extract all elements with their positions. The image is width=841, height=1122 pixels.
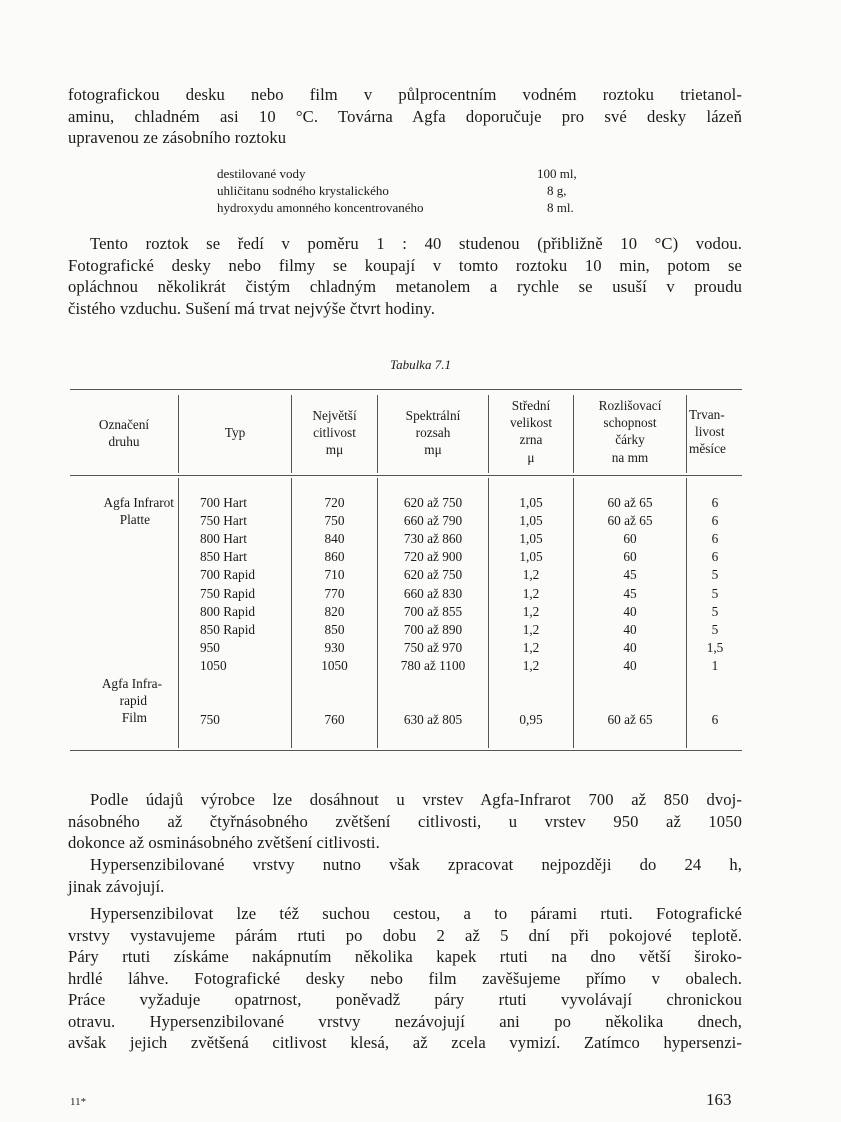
header-line: Střední bbox=[511, 398, 551, 413]
group-label-line: rapid bbox=[119, 693, 147, 709]
row-max-sensitivity: 770 bbox=[324, 585, 345, 601]
recipe-item bbox=[217, 199, 597, 216]
row-spectral-range: 720 až 900 bbox=[403, 549, 463, 565]
intro-paragraph bbox=[68, 84, 742, 149]
row-grain-size: 1,05 bbox=[519, 531, 543, 547]
row-resolution: 45 bbox=[623, 567, 637, 583]
recipe-amount: 8 g, bbox=[547, 183, 567, 198]
row-resolution: 60 bbox=[623, 531, 637, 547]
column-header-designation bbox=[70, 416, 178, 450]
row-spectral-range: 620 až 750 bbox=[403, 495, 463, 510]
row-max-sensitivity: 720 bbox=[324, 495, 345, 510]
row-spectral-range: 750 až 970 bbox=[403, 639, 463, 655]
header-line: zrna bbox=[519, 432, 543, 448]
row-max-sensitivity: 930 bbox=[324, 639, 345, 655]
recipe-ingredient: uhličitanu sodného krystalického bbox=[217, 183, 389, 198]
group-label-line: Agfa Infrarot bbox=[103, 495, 174, 510]
row-grain-size: 1,2 bbox=[522, 603, 540, 619]
row-max-sensitivity: 820 bbox=[324, 603, 345, 619]
row-grain-size: 0,95 bbox=[519, 712, 543, 727]
row-resolution: 60 bbox=[623, 549, 637, 565]
row-durability: 5 bbox=[711, 567, 719, 583]
header-line: Typ bbox=[224, 425, 246, 440]
group-label-line: Agfa Infra- bbox=[101, 676, 162, 691]
row-max-sensitivity: 750 bbox=[324, 513, 345, 529]
row-max-sensitivity: 760 bbox=[324, 712, 345, 727]
row-type: 700 Hart bbox=[200, 495, 247, 510]
header-line: měsíce bbox=[689, 441, 726, 457]
header-line: čárky bbox=[615, 432, 645, 448]
text-line: jinak závojují. bbox=[68, 876, 165, 896]
header-line: livost bbox=[695, 424, 725, 440]
column-header-durability bbox=[687, 406, 745, 458]
text-line: Tento roztok se ředí v poměru 1 : 40 studenou (přibližně 10 °C) vodou. bbox=[90, 234, 742, 253]
header-line: schopnost bbox=[603, 415, 657, 431]
recipe-ingredient: hydroxydu amonného koncentrovaného bbox=[217, 200, 424, 215]
header-line: na mm bbox=[611, 449, 649, 465]
header-line: Trvan- bbox=[689, 407, 725, 422]
row-type: 750 bbox=[200, 712, 220, 727]
text-line: Fotografické desky nebo filmy se koupají v tomto roztoku 10 min, potom se bbox=[68, 255, 742, 275]
row-grain-size: 1,05 bbox=[519, 513, 543, 529]
header-line: Označení bbox=[98, 417, 150, 432]
table-caption: Tabulka 7.1 bbox=[390, 357, 451, 372]
header-line: μ bbox=[527, 449, 535, 465]
row-durability: 6 bbox=[711, 513, 719, 529]
text-line: Páry rtuti získáme nakápnutím několika kapek rtuti na dno větší široko- bbox=[68, 947, 742, 966]
row-durability: 6 bbox=[711, 712, 719, 727]
header-line: rozsah bbox=[415, 425, 451, 441]
row-resolution: 60 až 65 bbox=[607, 712, 653, 727]
row-type: 700 Rapid bbox=[200, 567, 256, 583]
row-resolution: 40 bbox=[623, 603, 637, 619]
recipe-list bbox=[217, 165, 597, 216]
recipe-item bbox=[217, 182, 597, 199]
row-durability: 5 bbox=[711, 585, 719, 601]
row-type: 800 Hart bbox=[200, 531, 247, 547]
row-grain-size: 1,05 bbox=[519, 549, 543, 565]
row-resolution: 40 bbox=[623, 639, 637, 655]
row-resolution: 60 až 65 bbox=[607, 495, 653, 510]
text-line: násobného až čtyřnásobného zvětšení citlivosti, u vrstev 950 až 1050 bbox=[68, 811, 742, 831]
row-type: 850 Hart bbox=[200, 549, 247, 565]
row-durability: 6 bbox=[711, 531, 719, 547]
row-grain-size: 1,2 bbox=[522, 621, 540, 637]
text-line: Práce vyžaduje opatrnost, poněvadž páry rtuti vyvolávají chronickou bbox=[68, 990, 742, 1009]
row-spectral-range: 630 až 805 bbox=[403, 712, 463, 727]
mercury-vapor-paragraph bbox=[68, 903, 742, 1054]
row-spectral-range: 660 až 830 bbox=[403, 585, 463, 601]
row-type: 750 Hart bbox=[200, 513, 247, 529]
row-durability: 1 bbox=[711, 657, 719, 673]
header-line: druhu bbox=[108, 434, 140, 450]
table-bottom-rule bbox=[70, 750, 742, 751]
header-line: citlivost bbox=[313, 425, 356, 441]
text-line: otravu. Hypersenzibilované vrstvy nezávojují ani po několika dnech, bbox=[68, 1011, 742, 1031]
row-max-sensitivity: 710 bbox=[324, 567, 345, 583]
table-header-rule bbox=[70, 475, 742, 476]
text-line: opláchnou několikrát čistým chladným metanolem a rychle se usuší v proudu bbox=[68, 277, 742, 296]
row-max-sensitivity: 850 bbox=[324, 621, 345, 637]
header-line: Rozlišovací bbox=[598, 398, 662, 413]
recipe-item bbox=[217, 165, 597, 182]
row-durability: 5 bbox=[711, 621, 719, 637]
column-header-type bbox=[179, 424, 291, 441]
sensitivity-paragraph bbox=[68, 789, 742, 854]
row-resolution: 60 až 65 bbox=[607, 513, 653, 529]
row-type: 800 Rapid bbox=[200, 603, 256, 619]
text-line: Podle údajů výrobce lze dosáhnout u vrstev Agfa-Infrarot 700 až 850 dvoj- bbox=[90, 790, 742, 809]
text-line: hrdlé láhve. Fotografické desky nebo film zavěšujeme přímo v obalech. bbox=[68, 968, 742, 988]
recipe-ingredient: destilované vody bbox=[217, 166, 306, 181]
text-line: avšak jejich zvětšená citlivost klesá, až zcela vymizí. Zatímco hypersenzi- bbox=[68, 1033, 742, 1052]
text-line: čistého vzduchu. Sušení má trvat nejvýše čtvrt hodiny. bbox=[68, 298, 436, 318]
row-spectral-range: 700 až 855 bbox=[403, 603, 463, 619]
text-line: dokonce až osminásobného zvětšení citlivosti. bbox=[68, 833, 380, 852]
text-line: fotografickou desku nebo film v půlprocentním vodném roztoku trietanol- bbox=[68, 85, 742, 104]
row-grain-size: 1,2 bbox=[522, 639, 540, 655]
row-type: 850 Rapid bbox=[200, 621, 256, 637]
text-line: aminu, chladném asi 10 °C. Továrna Agfa doporučuje pro své desky lázeň bbox=[68, 106, 742, 126]
row-resolution: 45 bbox=[623, 585, 637, 601]
column-header-resolution bbox=[574, 397, 686, 466]
group-label-infrarapid-film bbox=[70, 675, 174, 727]
row-max-sensitivity: 860 bbox=[324, 549, 345, 565]
row-type: 950 bbox=[200, 639, 220, 655]
column-header-spectral-range bbox=[378, 407, 488, 459]
row-durability: 6 bbox=[711, 495, 719, 510]
row-durability: 1,5 bbox=[706, 639, 724, 655]
row-spectral-range: 730 až 860 bbox=[403, 531, 463, 547]
row-spectral-range: 660 až 790 bbox=[403, 513, 463, 529]
row-durability: 6 bbox=[711, 549, 719, 565]
row-spectral-range: 780 až 1100 bbox=[400, 657, 466, 673]
header-line: velikost bbox=[509, 415, 553, 431]
column-header-max-sensitivity bbox=[292, 407, 377, 459]
recipe-amount: 100 ml, bbox=[537, 166, 577, 181]
text-line: vrstvy vystavujeme párám rtuti po dobu 2 až 5 dní při pokojové teplotě. bbox=[68, 925, 742, 945]
row-grain-size: 1,05 bbox=[519, 495, 543, 510]
group-label-infrarot-platte bbox=[70, 494, 174, 528]
text-line: Hypersenzibilovat lze též suchou cestou, a to párami rtuti. Fotografické bbox=[90, 904, 742, 923]
row-type: 1050 bbox=[200, 657, 227, 673]
row-spectral-range: 700 až 890 bbox=[403, 621, 463, 637]
text-line: upravenou ze zásobního roztoku bbox=[68, 128, 287, 147]
column-divider bbox=[178, 478, 179, 748]
header-line: Spektrální bbox=[405, 408, 461, 423]
page-number: 163 bbox=[706, 1090, 732, 1109]
row-resolution: 40 bbox=[623, 657, 637, 673]
row-type: 750 Rapid bbox=[200, 585, 256, 601]
header-line: Největší bbox=[312, 408, 357, 423]
recipe-amount: 8 ml. bbox=[547, 200, 574, 215]
row-grain-size: 1,2 bbox=[522, 567, 540, 583]
text-line: Hypersenzibilované vrstvy nutno však zpracovat nejpozději do 24 h, bbox=[90, 855, 742, 874]
row-grain-size: 1,2 bbox=[522, 657, 540, 673]
header-line: mμ bbox=[424, 442, 442, 458]
row-max-sensitivity: 1050 bbox=[321, 657, 348, 673]
dilution-paragraph bbox=[68, 233, 742, 319]
row-max-sensitivity: 840 bbox=[324, 531, 345, 547]
table-top-rule bbox=[70, 389, 742, 390]
group-label-line: Platte bbox=[119, 512, 150, 528]
column-header-grain-size bbox=[489, 397, 573, 466]
row-resolution: 40 bbox=[623, 621, 637, 637]
group-label-line: Film bbox=[121, 710, 147, 726]
processing-paragraph bbox=[68, 854, 742, 897]
signature-mark: 11* bbox=[70, 1096, 87, 1108]
row-grain-size: 1,2 bbox=[522, 585, 540, 601]
row-spectral-range: 620 až 750 bbox=[403, 567, 463, 583]
row-durability: 5 bbox=[711, 603, 719, 619]
header-line: mμ bbox=[325, 442, 344, 458]
